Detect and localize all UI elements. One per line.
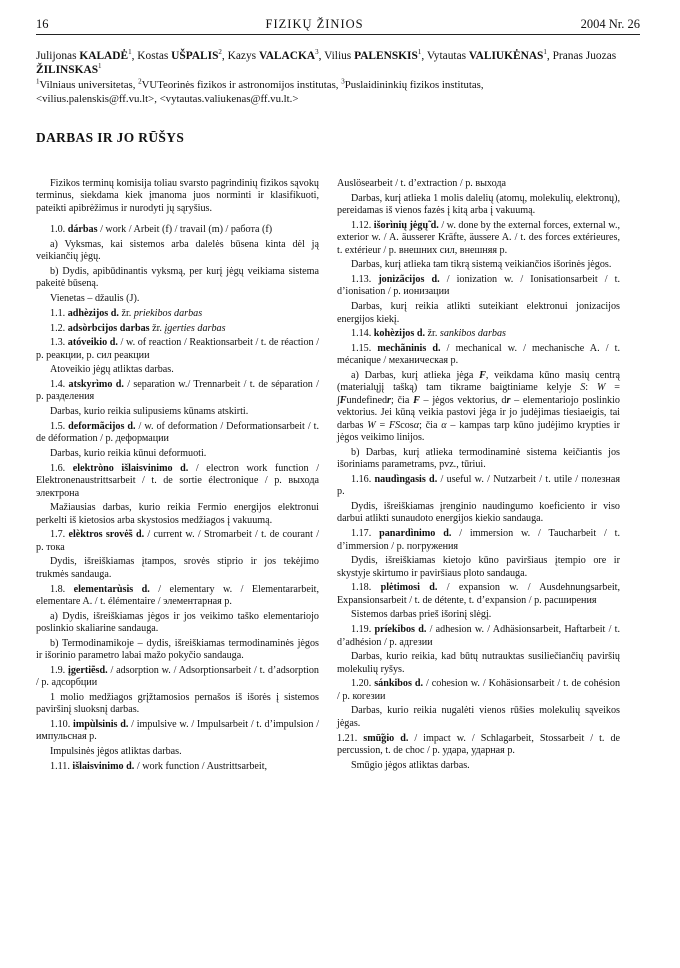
paragraph: 1.17. panardìnimo d. / immersion w. / Taucharbeit / t. d’immersion / p. погружения: [337, 528, 621, 552]
paragraph: Darbas, kurio reikia nugalėti vienos rūšies molekulių sąveikos jėgas.: [337, 705, 620, 729]
issue-label: 2004 Nr. 26: [580, 17, 640, 31]
paragraph: Darbas, kurio reikia kūnui deformuoti.: [50, 447, 207, 459]
paragraph: Atoveikio jėgų atliktas darbas.: [50, 364, 174, 376]
paragraph: 1.20. sánkibos d. / cohesion w. / Kohäsionsarbeit / t. de cohésion / p. когезии: [337, 678, 621, 702]
right-column: [337, 178, 620, 776]
paragraph: Vienetas – džaulis (J).: [50, 293, 140, 305]
author-list: [36, 49, 640, 77]
paragraph: 1.12. išorìnių jėgų̃ d. / w. done by the external forces, external w., exterior w. / A. äusserer Kräfte, äussere A. / t. des forces extérieures, t. extérieur / p. внешних сил, внешняя р.: [337, 219, 621, 256]
author: Pranas Juozas ŽILINSKAS$^1$: [36, 50, 617, 76]
paragraph: 1.6. elektròno išlaisvinimo d. / electron work function / Elektronenaustrittsarbeit / t. de sortie électronique / p. выхода электрона: [36, 462, 320, 499]
affiliation-1: Vilniaus universitetas,: [39, 79, 136, 91]
paragraph: 1.9. įgertiẽsd. / adsorption w. / Adsorptionsarbeit / t. d’adsorption / p. адсорбции: [36, 664, 319, 689]
paragraph: a) Darbas, kurį atlieka jėga F, veikdama kūno masių centrą (materialųjį tašką) tam tikrame baigtiniame kelyje S: W = ∫Fundefinedr; čia F – jėgos vektorius, dr – elementariojo poslinkio vektorius. Jei kūną veikia pastovi jėga ir jo judėjimas tiesiaeigis, tai darbas W = FScosα; čia α – kampas tarp kūno judėjimo krypties ir jėgos veikimo linijos.: [337, 370, 620, 444]
paragraph: 1.2. adsòrbcijos darbas žr. įgerties darbas: [50, 322, 226, 334]
paragraph: 1.3. atóveikio d. / w. of reaction / Reaktionsarbeit / t. de réaction / p. реакции, р. сил реакции: [36, 337, 320, 361]
paragraph: a) Vyksmas, kai sistemos arba dalelės būsena kinta dėl ją veikiančių jėgų.: [36, 238, 319, 263]
paragraph: b) Termodinamikoje – dydis, išreiškiamas termodinaminės jėgos ir išorinio parametro labai mažo pokyčio sandauga.: [36, 637, 319, 662]
paragraph: Darbas, kurį atlieka 1 molis dalelių (atomų, molekulių, elektronų), pereidamas iš vienos fazės į kitą arba į vakuumą.: [337, 192, 620, 217]
left-column: [36, 178, 319, 776]
paragraph: b) Dydis, apibūdinantis vyksmą, per kurį jėgų veikiama sistema pakeitė būseną.: [36, 266, 319, 290]
paragraph: Darbas, kurį atlieka tam tikrą sistemą veikiančios išorinės jėgos.: [351, 259, 612, 271]
paragraph: 1.15. mechãninis d. / mechanical w. / mechanische A. / t. mécanique / механическая р.: [337, 342, 621, 367]
paragraph: 1.10. impùlsinis d. / impulsive w. / Impulsarbeit / t. d’impulsion / импульсная р.: [36, 719, 320, 743]
affiliations: $^1$Vilniaus universitetas, $^2$VUTeorinės fizikos ir astronomijos institutas, $^3$Puslaidininkių fizikos institutas, <vilius.palenskis@ff.vu.lt>, <vytautas.valiukenas@ff.vu.lt.>: [36, 77, 484, 105]
paragraph: Sistemos darbas prieš išorinį slėgį.: [351, 609, 492, 621]
affiliation-3: Puslaidininkių fizikos institutas,: [344, 79, 484, 91]
affiliation-2: VUTeorinės fizikos ir astronomijos institutas,: [141, 79, 339, 91]
paragraph: 1.14. kohèzijos d. žr. sankibos darbas: [351, 328, 506, 340]
paragraph: b) Darbas, kurį atlieka termodinaminė sistema keičiantis jos išoriniams parametrams, pvz., tūriui.: [337, 446, 620, 471]
article-body: [36, 178, 640, 776]
paragraph: Dydis, išreiškiamas kietojo kūno paviršiaus įtempio ore ir skystyje skirtumo ir paviršiaus ploto sandauga.: [337, 555, 620, 579]
author-emails: <vilius.palenskis@ff.vu.lt>, <vytautas.valiukenas@ff.vu.lt.>: [36, 93, 299, 105]
paragraph: Darbas, kurio reikia sulipusiems kūnams atskirti.: [50, 406, 249, 418]
paragraph: 1.16. naudìngasis d. / useful w. / Nutzarbeit / t. utile / полезная р.: [337, 473, 621, 498]
paragraph: Auslösearbeit / t. d’extraction / p. выхода: [337, 178, 507, 189]
paragraph: 1 molio medžiagos grįžtamosios pernašos iš išorės į sistemos paviršinį sluoksnį darbas.: [36, 691, 319, 716]
paragraph: 1.21. smū̃gio d. / impact w. / Schlagarbeit, Stossarbeit / t. de percussion, t. de choc / p. удара, ударная р.: [337, 732, 620, 756]
paragraph: 1.11. išlaisvinimo d. / work function / Austrittsarbeit,: [50, 760, 268, 772]
paragraph: 1.0. dárbas / work / Arbeit (f) / travail (m) / работа (f): [50, 224, 273, 236]
paragraph: Darbas, kurio reikia, kad būtų nutrauktas susiliečiančių paviršių molekulių ryšys.: [337, 651, 620, 675]
paragraph: 1.13. jonizãcijos d. / ionization w. / Ionisationsarbeit / t. d’ionisation / p. ионизации: [337, 274, 620, 298]
paragraph: Dydis, išreiškiamas įrenginio naudingumo koeficiento ir viso darbui atlikti sunaudoto energijos kiekio sandauga.: [337, 501, 620, 525]
paragraph: 1.18. plėtimosi d. / expansion w. / Ausdehnungsarbeit, Expansionsarbeit / t. de détente, t. d’expansion / p. расширения: [337, 582, 620, 606]
author: Julijonas KALADĖ$^1$,: [36, 48, 138, 62]
author: Vilius PALENSKIS$^1$,: [324, 48, 427, 62]
paragraph: Impulsinės jėgos atliktas darbas.: [50, 746, 182, 758]
author: Kazys VALACKA$^3$,: [227, 48, 325, 62]
paragraph: Darbas, kurį reikia atlikti suteikiant elektronui jonizacijos energijos kiekį.: [337, 301, 620, 325]
paragraph: 1.4. atskyrìmo d. / separation w./ Trennarbeit / t. de séparation / p. разделения: [36, 379, 319, 403]
page-number: 16: [36, 17, 49, 31]
journal-name: FIZIKŲ ŽINIOS: [265, 17, 364, 31]
paragraph: 1.1. adhèzijos d. žr. priekibos darbas: [50, 307, 203, 319]
paragraph: Smūgio jėgos atliktas darbas.: [351, 759, 470, 771]
paragraph: a) Dydis, išreiškiamas jėgos ir jos veikimo taško elementariojo poslinkio skaliarine sandauga.: [36, 610, 319, 635]
article-title: DARBAS IR JO RŪŠYS: [36, 130, 185, 145]
paragraph: Fizikos terminų komisija toliau svarsto pagrindinių fizikos sąvokų terminus, siekdama kiek įmanoma juos norminti ir klasifikuoti, pateikti apibrėžimus ir nurodyti jų sąryšius.: [36, 178, 319, 214]
paragraph: Mažiausias darbas, kurio reikia Fermio energijos elektronui perkelti iš kietosios arba skystosios medžiagos į vakuumą.: [36, 502, 319, 526]
paragraph: 1.5. deformãcijos d. / w. of deformation / Deformationsarbeit / t. de déformation / p. деформации: [36, 420, 319, 445]
paragraph: 1.19. príekibos d. / adhesion w. / Adhäsionsarbeit, Haftarbeit / t. d’adhésion / p. адгезии: [337, 624, 620, 648]
running-header: [36, 6, 640, 35]
author: Kostas UŠPALIS$^2$,: [137, 48, 228, 62]
paragraph: 1.8. elementarùsis d. / elementary w. / Elementararbeit, elementare A. / t. élémentaire / элементарная р.: [36, 583, 319, 607]
paragraph: 1.7. elèktros srovė̃s d. / current w. / Stromarbeit / t. de courant / p. тока: [36, 529, 320, 553]
paragraph: Dydis, išreiškiamas įtampos, srovės stiprio ir jos tekėjimo trukmės sandauga.: [36, 556, 319, 580]
page: [0, 6, 680, 968]
author: Vytautas VALIUKĖNAS$^1$,: [426, 48, 553, 62]
